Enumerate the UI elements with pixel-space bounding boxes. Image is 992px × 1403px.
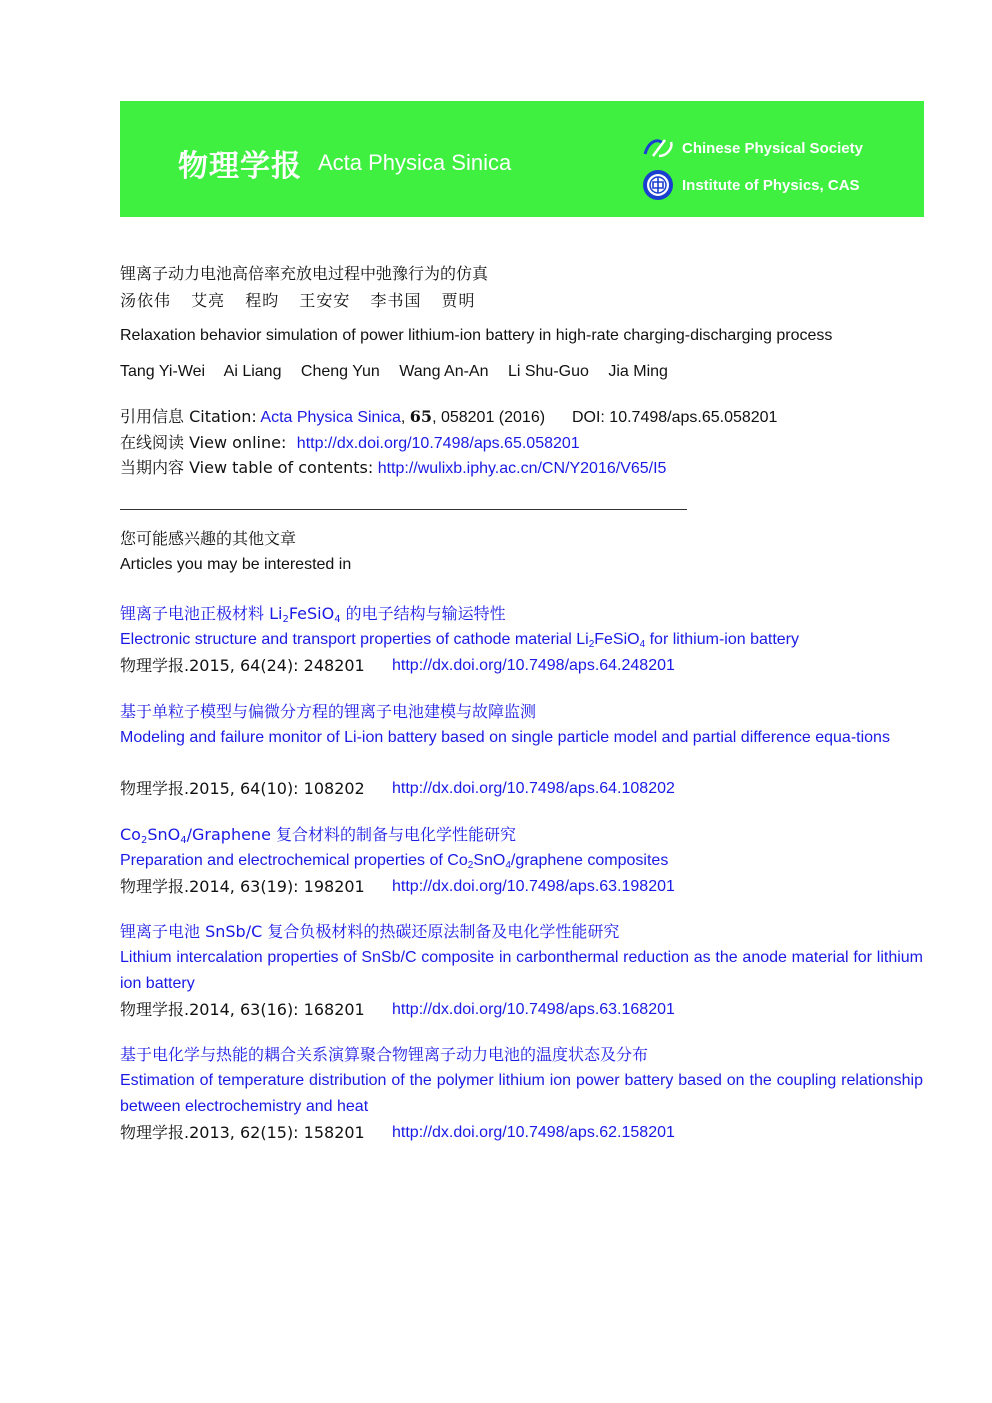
article-doi-link[interactable]: http://dx.doi.org/10.7498/aps.62.158201 (392, 1124, 675, 1141)
online-link[interactable]: http://dx.doi.org/10.7498/aps.65.058201 (296, 435, 580, 452)
authors-cn (120, 291, 490, 311)
article-ref-text: 物理学报.2014, 63(16): 168201 (120, 1000, 365, 1019)
paper-title-cn: 锂离子动力电池高倍率充放电过程中弛豫行为的仿真 (120, 264, 489, 283)
article-title-cn[interactable]: 基于电化学与热能的耦合关系演算聚合物锂离子动力电池的温度状态及分布 (120, 1045, 649, 1064)
article-ref (120, 1123, 675, 1144)
cps-logo-icon (640, 132, 676, 164)
article-title-en[interactable]: Electronic structure and transport properties of cathode material $Li_2FeSiO_4$ for lithium-ion battery (120, 631, 799, 650)
citation-volume: 65 (409, 407, 433, 426)
article-title-en[interactable]: Estimation of temperature distribution of the polymer lithium ion power battery based on the coupling relationship between electrochemistry and heat (120, 1072, 923, 1115)
citation-comma: , (400, 409, 410, 426)
author-cn: 汤依伟 (120, 291, 172, 310)
author-en: Tang Yi-Wei (120, 363, 206, 380)
online-line (120, 433, 580, 454)
article-ref (120, 779, 675, 800)
article-title-cn[interactable]: $Co_2SnO_4$/Graphene 复合材料的制备与电化学性能研究 (120, 825, 516, 846)
iop-row[interactable] (640, 169, 860, 201)
author-en: Wang An-An (399, 363, 489, 380)
article-doi-link[interactable]: http://dx.doi.org/10.7498/aps.64.248201 (392, 657, 675, 674)
article-doi-link[interactable]: http://dx.doi.org/10.7498/aps.63.168201 (392, 1001, 675, 1018)
article-ref (120, 656, 675, 677)
author-cn: 程昀 (245, 291, 280, 310)
article-title-en[interactable]: Lithium intercalation properties of SnSb/C composite in carbonthermal reduction as the anode material for lithium ion battery (120, 949, 923, 992)
article-ref-text: 物理学报.2014, 63(19): 198201 (120, 877, 365, 896)
journal-banner (120, 101, 924, 217)
article-doi-link[interactable]: http://dx.doi.org/10.7498/aps.64.108202 (392, 780, 675, 797)
related-heading-en: Articles you may be interested in (120, 556, 352, 573)
citation-label: 引用信息 Citation: (120, 407, 257, 426)
article-title-en[interactable]: Modeling and failure monitor of Li-ion battery based on single particle model and partial difference equa-tions (120, 729, 890, 746)
author-en: Cheng Yun (300, 363, 380, 380)
iop-name: Institute of Physics, CAS (682, 176, 860, 194)
article-ref (120, 1000, 675, 1021)
citation-journal-link[interactable]: Acta Physica Sinica (260, 409, 401, 426)
doi-label: DOI: (571, 409, 605, 426)
article-ref-text: 物理学报.2015, 64(24): 248201 (120, 656, 365, 675)
author-cn: 王安安 (299, 291, 351, 310)
cps-name: Chinese Physical Society (682, 139, 863, 157)
article-title-cn[interactable]: 锂离子电池 SnSb/C 复合负极材料的热碳还原法制备及电化学性能研究 (120, 922, 620, 941)
article-ref-text: 物理学报.2015, 64(10): 108202 (120, 779, 365, 798)
author-cn: 李书国 (370, 291, 422, 310)
toc-link[interactable]: http://wulixb.iphy.ac.cn/CN/Y2016/V65/I5 (377, 460, 667, 477)
article-ref-text: 物理学报.2013, 62(15): 158201 (120, 1123, 365, 1142)
iop-seal-icon (640, 169, 676, 201)
toc-line (120, 458, 666, 479)
journal-name-en: Acta Physica Sinica (318, 150, 512, 175)
toc-label: 当期内容 View table of contents: (120, 458, 374, 477)
citation-rest: , 058201 (2016) (432, 409, 546, 426)
related-heading-cn: 您可能感兴趣的其他文章 (120, 529, 297, 548)
paper-title-en: Relaxation behavior simulation of power lithium-ion battery in high-rate charging-discharging process (120, 327, 833, 344)
article-doi-link[interactable]: http://dx.doi.org/10.7498/aps.63.198201 (392, 878, 675, 895)
author-cn: 贾明 (441, 291, 476, 310)
article-title-cn[interactable]: 基于单粒子模型与偏微分方程的锂离子电池建模与故障监测 (120, 702, 537, 721)
cps-row[interactable] (640, 132, 863, 164)
authors-en (120, 362, 683, 382)
author-cn: 艾亮 (191, 291, 226, 310)
author-en: Jia Ming (608, 363, 668, 380)
online-label: 在线阅读 View online: (120, 433, 287, 452)
author-en: Li Shu-Guo (507, 363, 589, 380)
journal-name-cn: 物理学报 (178, 149, 302, 184)
article-title-en[interactable]: Preparation and electrochemical properties of $Co_2SnO_4$/graphene composites (120, 852, 669, 871)
doi-value: 10.7498/aps.65.058201 (609, 409, 778, 426)
article-title-cn[interactable]: 锂离子电池正极材料 $Li_2FeSiO_4$ 的电子结构与输运特性 (120, 604, 506, 625)
divider (120, 509, 687, 510)
citation-line (120, 407, 777, 428)
author-en: Ai Liang (223, 363, 282, 380)
article-ref (120, 877, 675, 898)
